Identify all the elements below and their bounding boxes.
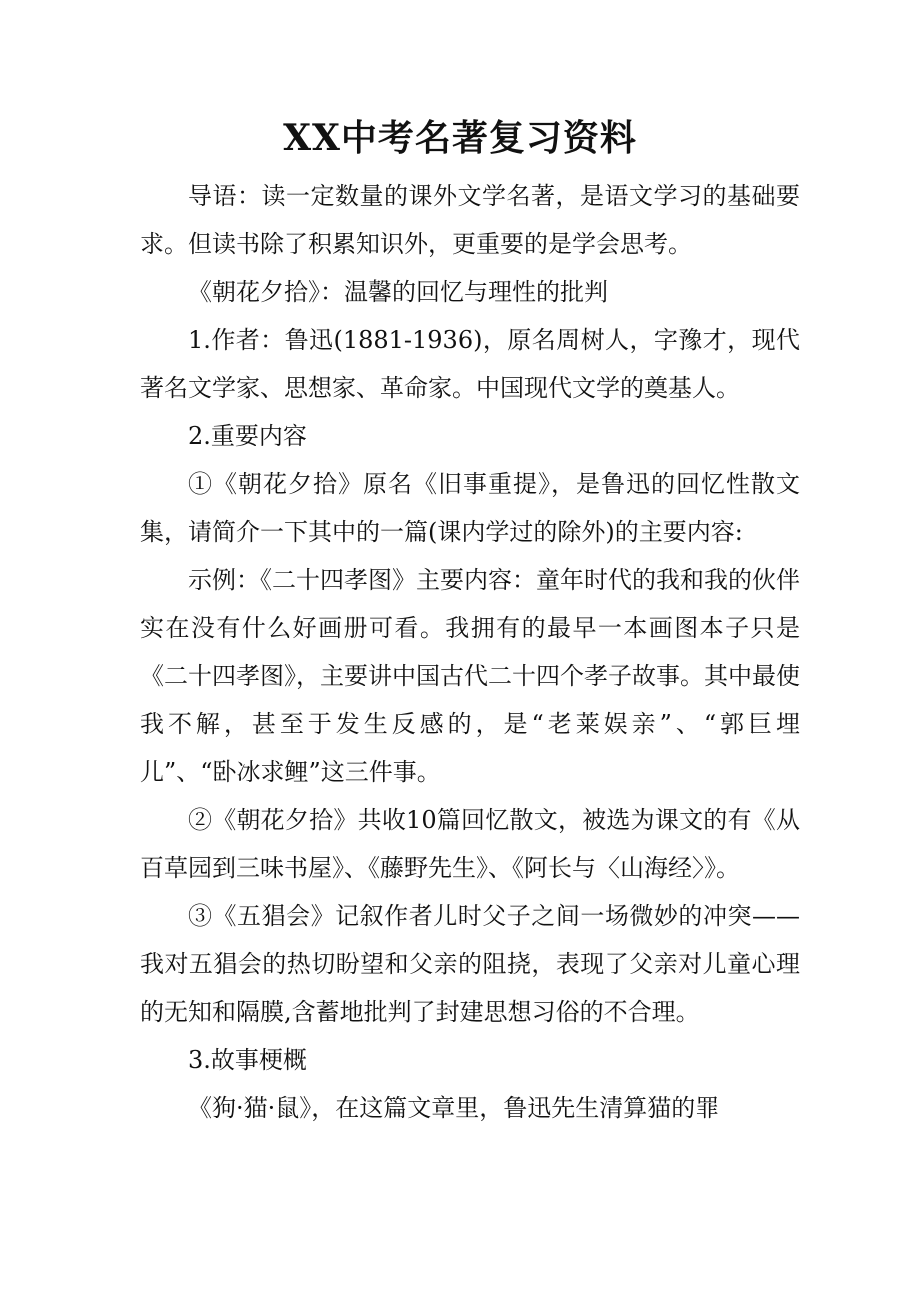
important-content-heading: 2.重要内容 [188, 422, 307, 450]
example-paragraph: 示例：《二十四孝图》主要内容：童年时代的我和我的伙伴实在没有什么好画册可看。我拥有的最早一本画图本子只是《二十四孝图》，主要讲中国古代二十四个孝子故事。其中最使我不解，甚至于发生反感的，是“老莱娱亲”、“郭巨埋儿”、“卧冰求鲤”这三件事。 [140, 566, 800, 786]
document-title: XX中考名著复习资料 [283, 117, 637, 159]
document-body [140, 172, 800, 1132]
author-paragraph: 1.作者：鲁迅(1881-1936)，原名周树人，字豫才，现代著名文学家、思想家、革命家。中国现代文学的奠基人。 [140, 326, 800, 402]
content-item-1: ①《朝花夕拾》原名《旧事重提》，是鲁迅的回忆性散文集，请简介一下其中的一篇(课内学过的除外)的主要内容: [140, 470, 800, 546]
section-heading-chaohuaxishi: 《朝花夕拾》：温馨的回忆与理性的批判 [188, 278, 608, 306]
intro-paragraph: 导语：读一定数量的课外文学名著，是语文学习的基础要求。但读书除了积累知识外，更重要的是学会思考。 [140, 182, 800, 258]
content-item-2: ②《朝花夕拾》共收10篇回忆散文，被选为课文的有《从百草园到三味书屋》、《藤野先生》、《阿长与〈山海经〉》。 [140, 806, 800, 882]
content-item-3: ③《五猖会》记叙作者儿时父子之间一场微妙的冲突——我对五猖会的热切盼望和父亲的阻挠，表现了父亲对儿童心理的无知和隔膜,含蓄地批判了封建思想习俗的不合理。 [140, 902, 800, 1026]
story-summary-paragraph: 《狗·猫·鼠》，在这篇文章里，鲁迅先生清算猫的罪 [188, 1094, 720, 1122]
story-summary-heading: 3.故事梗概 [188, 1046, 307, 1074]
